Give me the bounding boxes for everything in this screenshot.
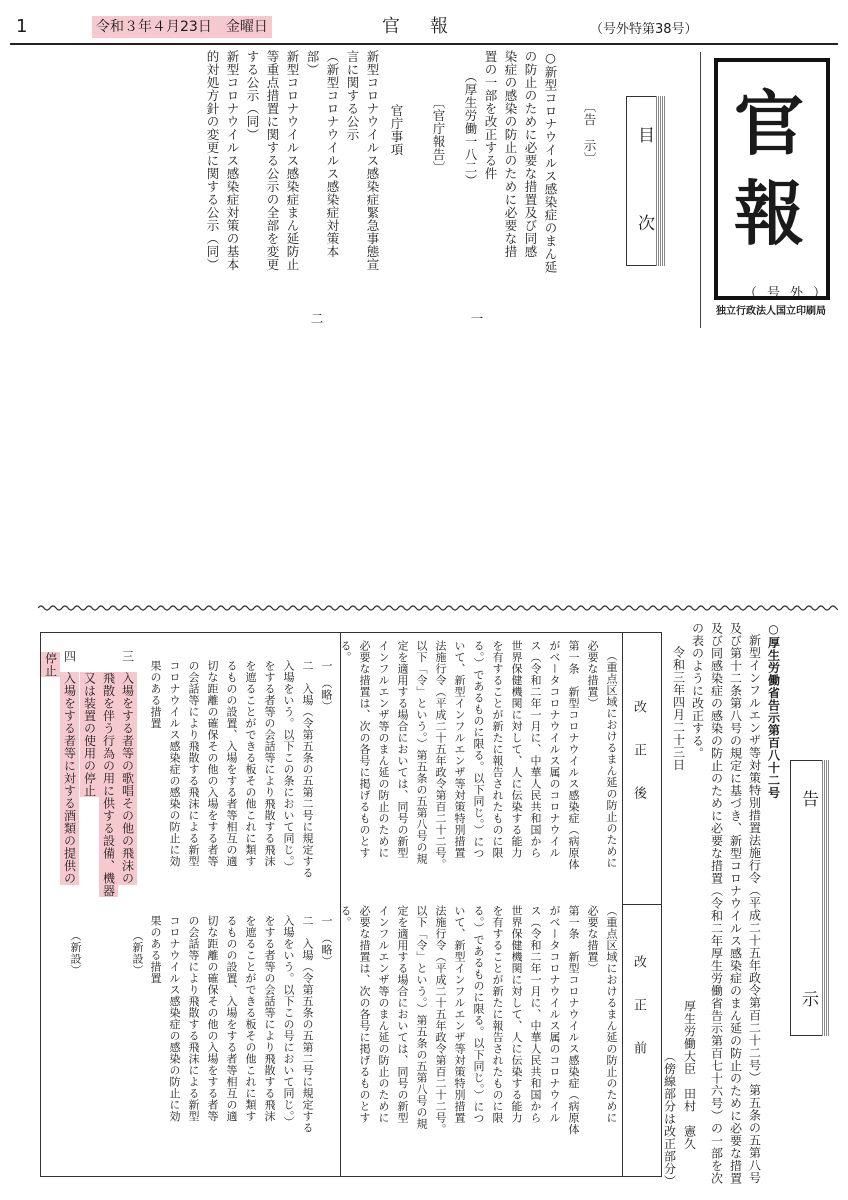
toc-notice-ref: （厚生労働一八二）	[463, 70, 478, 187]
before-line: 入場をいう。以下この号において同じ。）	[282, 915, 295, 1128]
notice-signer: 厚生労働大臣 田村 憲久	[682, 1000, 697, 1150]
issue-date: 令和３年４月23日 金曜日	[92, 16, 272, 38]
before-line: るものの設置、入場をする者等相互の適	[225, 915, 238, 1122]
item-4-label: 四	[62, 650, 77, 663]
toc-notice-line: 置の一部を改正する件	[483, 50, 498, 180]
toc-notice-line: ○新型コロナウイルス感染症のまん延	[543, 50, 558, 274]
masthead-char-ho: 報	[734, 172, 804, 255]
after-line: 必要な措置は、次の各号に掲げるものとす	[358, 640, 371, 859]
before-line: 以下「令」という。）第五条の五第八号の規	[415, 905, 428, 1130]
toc-report-line: 部）	[305, 50, 320, 76]
page-number: 1	[16, 16, 28, 37]
after-line: を遮ることができる板その他これに類す	[244, 660, 257, 867]
after-line: 入場をいう。以下この条において同じ。）	[282, 660, 295, 873]
before-line: を有することが新たに報告されたものに限	[491, 905, 504, 1124]
after-line: をする者等の会話等により飛散する飛沫	[263, 660, 276, 867]
notice-tab-char-2: 示	[798, 990, 818, 1008]
after-line: 世界保健機関に対して、人に伝染する能力	[510, 640, 523, 859]
toc-notice-line: 染症の感染の防止のために必要な措	[503, 50, 518, 258]
toc-section-notice: 〔告 示〕	[582, 100, 597, 165]
notice-tab-char-1: 告	[798, 790, 818, 808]
toc-report-line: 的対処方針の変更に関する公示（同）	[205, 50, 220, 271]
item-3-line: 入場をする者等の歌唱その他の飛沫の	[118, 672, 137, 885]
toc-section-report: 〔官庁報告〕	[431, 96, 446, 174]
toc-report-line: 言に関する公示	[345, 50, 360, 141]
before-line: 二 入場（令第五条の五第二号に規定する	[301, 915, 314, 1134]
gazette-title: 官報	[382, 16, 478, 37]
table-header-split	[622, 904, 662, 905]
before-line: がベータコロナウイルス属のコロナウイル	[548, 905, 561, 1124]
before-line: 必要な措置）	[586, 905, 599, 974]
before-line: 一 （略）	[320, 915, 333, 967]
after-line: 果のある措置	[149, 660, 162, 729]
toc-report-heading: 官庁事項	[389, 104, 404, 156]
before-line: 必要な措置は、次の各号に掲げるものとす	[358, 905, 371, 1124]
after-line: 必要な措置）	[586, 640, 599, 709]
before-line: 果のある措置	[149, 915, 162, 984]
before-new-marker: （新設）	[131, 930, 144, 976]
notice-date: 令和三年四月二十三日	[671, 646, 686, 771]
before-line: コロナウイルス感染症の感染の防止に効	[168, 915, 181, 1122]
before-line: をする者等の会話等により飛散する飛沫	[263, 915, 276, 1122]
masthead-subtitle: （号外）	[744, 286, 837, 301]
toc-tab-char-2: 次	[634, 214, 654, 232]
after-line: る。	[339, 640, 352, 663]
before-line: 法施行令（平成二十五年政令第百二十二号。	[434, 905, 447, 1135]
notice-note: （傍線部分は改正部分）	[662, 1050, 677, 1188]
table-header-after: 改正後	[631, 700, 646, 829]
toc-report-line: 等重点措置に関する公示の全部を変更	[265, 50, 280, 271]
toc-tab-hatch	[656, 96, 666, 266]
after-line: 切な距離の確保その他の入場をする者等	[206, 660, 219, 867]
masthead-publisher: 独立行政法人国立印刷局	[716, 306, 826, 317]
notice-intro-line: 及び同感染症の感染の防止のために必要な措置（令和二年厚生労働省告示第百七十六号）の一部を次	[709, 622, 724, 1185]
masthead-divider	[700, 52, 701, 328]
item-4-line: 停止	[41, 652, 60, 677]
after-line: 定を適用する場合においては、同号の新型	[396, 640, 409, 859]
after-line: る。）であるものに限る。以下同じ。）につ	[472, 640, 485, 859]
item-3-label: 三	[120, 650, 135, 663]
after-line: （重点区域におけるまん延の防止のために	[605, 650, 618, 869]
notice-intro-line: の表のように改正する。	[690, 622, 705, 760]
before-line: を遮ることができる板その他これに類す	[244, 915, 257, 1122]
before-line: （重点区域におけるまん延の防止のために	[605, 905, 618, 1124]
toc-report-page: 二	[309, 312, 324, 325]
item-3-line: 又は装置の使用の停止	[80, 672, 99, 797]
notice-number: ○厚生労働省告示第百八十二号	[766, 622, 781, 799]
before-line: の会話等により飛散する飛沫による新型	[187, 915, 200, 1122]
toc-report-line: 新型コロナウイルス感染症緊急事態宣	[365, 50, 380, 271]
after-line: 第一条 新型コロナウイルス感染症（病原体	[567, 640, 580, 870]
table-header-before: 改正前	[631, 955, 646, 1084]
after-line: の会話等により飛散する飛沫による新型	[187, 660, 200, 867]
notice-intro-line: 新型インフルエンザ等対策特別措置法施行令（平成二十五年政令第百二十二号）第五条の五第八号	[747, 634, 762, 1184]
before-line: 世界保健機関に対して、人に伝染する能力	[510, 905, 523, 1124]
before-new-marker: （新設）	[69, 930, 82, 976]
notice-tab-hatch	[822, 760, 830, 1036]
after-line: いて、新型インフルエンザ等対策特別措置	[453, 640, 466, 859]
header-rule	[10, 43, 838, 45]
before-line: 第一条 新型コロナウイルス感染症（病原体	[567, 905, 580, 1135]
after-line: 二 入場（令第五条の五第二号に規定する	[301, 660, 314, 879]
after-line: 法施行令（平成二十五年政令第百二十二号。	[434, 640, 447, 870]
masthead-char-kan: 官	[734, 82, 804, 165]
after-line: を有することが新たに報告されたものに限	[491, 640, 504, 859]
toc-report-line: （新型コロナウイルス感染症対策本	[325, 50, 340, 258]
notice-intro-line: 及び第十二条第八号の規定に基づき、新型コロナウイルス感染症のまん延の防止のために必要な措置	[728, 622, 743, 1185]
item-4-line: 入場をする者等に対する酒類の提供の	[60, 672, 79, 885]
toc-report-line: 新型コロナウイルス感染症対策の基本	[225, 50, 240, 271]
after-line: 以下「令」という。）第五条の五第八号の規	[415, 640, 428, 865]
after-line: ス（令和二年一月に、中華人民共和国から	[529, 640, 542, 859]
toc-notice-page: 一	[469, 312, 484, 325]
section-separator	[38, 603, 838, 613]
toc-report-line: する公示（同）	[245, 50, 260, 141]
toc-notice-line: の防止のために必要な措置及び同感	[523, 50, 538, 258]
before-line: る。	[339, 905, 352, 928]
after-line: インフルエンザ等のまん延の防止のために	[377, 640, 390, 859]
after-line: コロナウイルス感染症の感染の防止に効	[168, 660, 181, 867]
before-line: る。）であるものに限る。以下同じ。）につ	[472, 905, 485, 1124]
before-line: いて、新型インフルエンザ等対策特別措置	[453, 905, 466, 1124]
before-line: インフルエンザ等のまん延の防止のために	[377, 905, 390, 1124]
before-line: 定を適用する場合においては、同号の新型	[396, 905, 409, 1124]
after-line: がベータコロナウイルス属のコロナウイル	[548, 640, 561, 859]
after-line: るものの設置、入場をする者等相互の適	[225, 660, 238, 867]
before-line: 切な距離の確保その他の入場をする者等	[206, 915, 219, 1122]
before-line: ス（令和二年一月に、中華人民共和国から	[529, 905, 542, 1124]
item-3-line: 飛散を伴う行為の用に供する設備、機器	[99, 672, 118, 897]
toc-report-line: 新型コロナウイルス感染症まん延防止	[285, 50, 300, 271]
issue-number: （号外特第38号）	[590, 22, 698, 37]
toc-tab-char-1: 目	[634, 126, 654, 144]
after-line: 一 （略）	[320, 660, 333, 712]
